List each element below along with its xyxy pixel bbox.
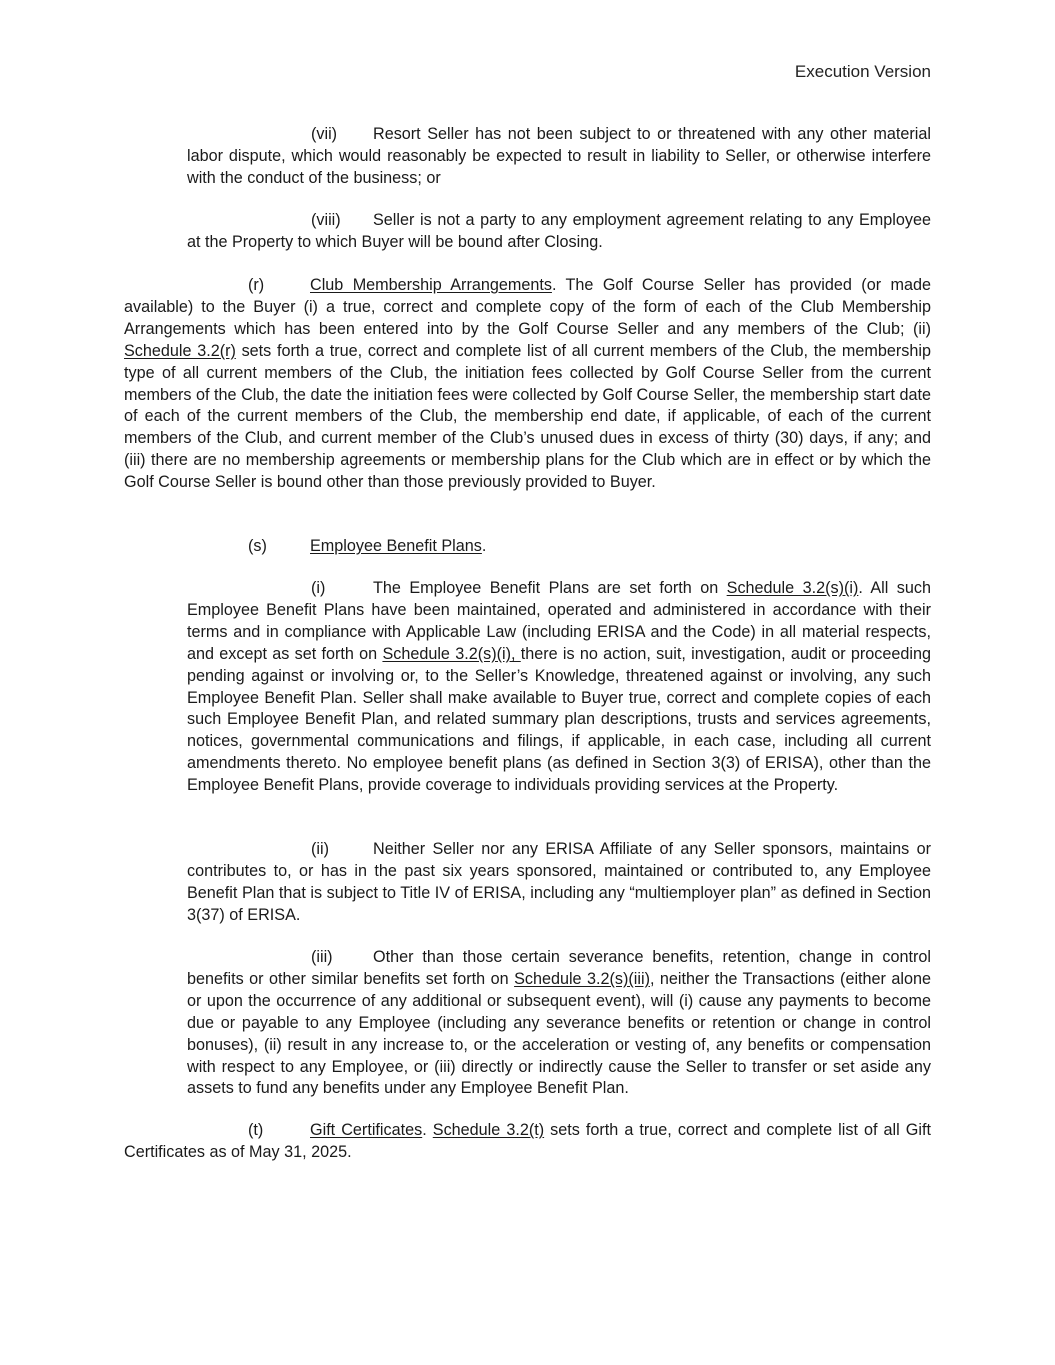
clause-s: (s) Employee Benefit Plans. <box>124 536 931 558</box>
schedule-reference: Schedule 3.2(s)(i) <box>726 579 859 597</box>
clause-number: (vii) <box>311 125 338 143</box>
clause-text: , neither the Transactions (either alone or upon the occurrence of any additional or subsequent event), will (i) cause any payments to become due or payable to any Employee (including any severance benefits or retention or change in control bonuses), (ii) result in any increase to, or the acceleration or vesting of, any benefits or compensation with respect to any Employee, or (iii) directly or indirectly cause the Seller to transfer or set aside any assets to fund any benefits under any Employee Benefit Plan. <box>187 969 931 1098</box>
clause-text: there is no action, suit, investigation, audit or proceeding pending against or involving or, to the Seller’s Knowledge, threatened against or involving, any such Employee Benefit Plan. Seller shall make available to Buyer true, correct and complete copies of each such Employee Benefit Plan, and related summary plan descriptions, trusts and services agreements, notices, governmental communications and filings, if applicable, in each case, including all current amendments thereto. No employee benefit plans (as defined in Section 3(3) of ERISA), other than the Employee Benefit Plans, provide coverage to individuals providing services at the Property. <box>187 644 931 795</box>
clause-text: . The Golf Course Seller has provided (or made available) to the Buyer (i) a true, correct and complete copy of the form of each of the Club Membership Arrangements which has been entered into by the Golf Course Seller and any members of the Club; (ii) <box>124 276 931 338</box>
clause-text: . <box>422 1121 433 1139</box>
clause-number: (viii) <box>311 211 341 229</box>
clause-number: (iii) <box>311 948 333 966</box>
clause-text: Seller is not a party to any employment agreement relating to any Employee at the Property to which Buyer will be bound after Closing. <box>187 211 931 251</box>
clause-number: (r) <box>248 276 265 294</box>
clause-text: Other than those certain severance benefits, retention, change in control benefits or other similar benefits set forth on <box>187 948 931 988</box>
execution-version-label: Execution Version <box>794 62 931 81</box>
clause-q-viii <box>187 210 931 254</box>
schedule-reference: Schedule 3.2(s)(iii) <box>514 969 650 988</box>
clause-s-ii <box>187 839 931 927</box>
clause-text: Resort Seller has not been subject to or threatened with any other material labor dispute, which would reasonably be expected to result in liability to Seller, or otherwise interfere with the conduct of the business; or <box>187 125 931 187</box>
clause-number: (ii) <box>311 840 329 858</box>
clause-s-i <box>187 578 931 797</box>
clause-heading: Employee Benefit Plans <box>310 537 482 555</box>
clause-r <box>124 275 931 494</box>
schedule-reference: Schedule 3.2(t) <box>432 1121 545 1139</box>
clause-text: The Employee Benefit Plans are set forth on <box>373 579 727 597</box>
clause-q-vii <box>187 124 931 190</box>
schedule-reference: Schedule 3.2(r) <box>124 341 236 360</box>
clause-number: (s) <box>248 537 267 555</box>
clause-heading: Club Membership Arrangements <box>310 276 552 294</box>
clause-text: Neither Seller nor any ERISA Affiliate of any Seller sponsors, maintains or contributes to, or has in the past six years sponsored, maintained or contributed to, any Employee Benefit Plan that is subject to Title IV of ERISA, including any “multiemployer plan” as defined in Section 3(37) of ERISA. <box>187 840 931 924</box>
clause-text: . All such Employee Benefit Plans have been maintained, operated and administered in accordance with their terms and in compliance with Applicable Law (including ERISA and the Code) in all material respects, and except as set forth on <box>187 579 931 663</box>
clause-number: (t) <box>248 1121 264 1139</box>
clause-heading: Gift Certificates <box>310 1121 423 1139</box>
clause-t <box>124 1120 931 1164</box>
clause-text: sets forth a true, correct and complete list of all Gift Certificates as of May 31, 2025. <box>124 1121 931 1161</box>
clause-number: (i) <box>311 579 326 597</box>
schedule-reference: Schedule 3.2(s)(i), <box>382 644 521 663</box>
clause-s-iii <box>187 947 931 1100</box>
clause-text: sets forth a true, correct and complete list of all current members of the Club, the membership type of all current members of the Club, the initiation fees collected by Golf Course Seller from the current members of the Club, the date the initiation fees were collected by Golf Course Seller, the membership start date of each of the current members of the Club, the membership end date, if applicable, of each of the current members of the Club, and current member of the Club’s unused dues in excess of thirty (30) days, if any; and (iii) there are no membership agreements or membership plans for the Club which are in effect or by which the Golf Course Seller is bound other than those previously provided to Buyer. <box>124 341 931 492</box>
